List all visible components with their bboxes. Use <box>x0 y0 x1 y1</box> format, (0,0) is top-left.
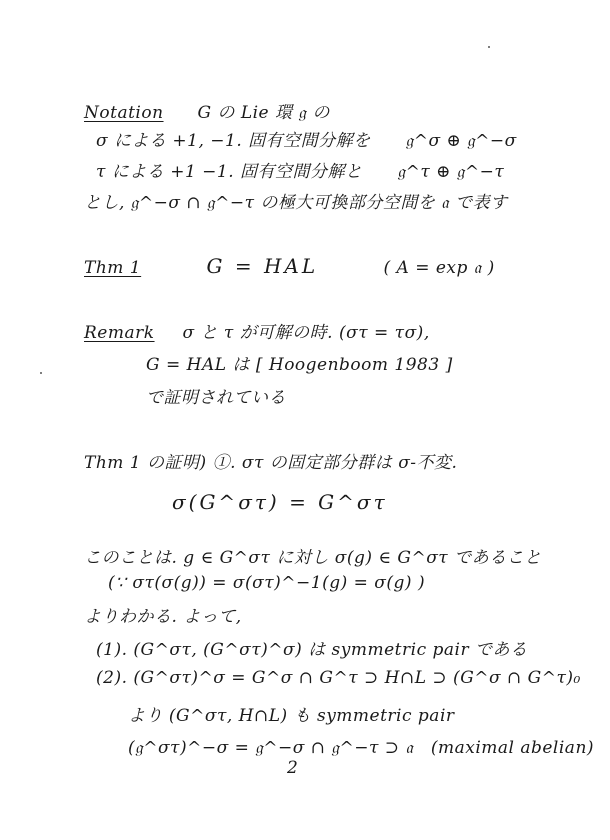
thm1-heading: Thm 1 <box>84 258 142 278</box>
remark-heading: Remark <box>84 323 155 343</box>
proof-line-4: よりわかる. よって, <box>84 607 242 627</box>
thm1-line <box>84 254 495 278</box>
remark-line-3: で証明されている <box>146 388 286 408</box>
proof-line-3: (∵ στ(σ(g)) = σ(στ)^−1(g) = σ(g) ) <box>108 573 426 593</box>
notation-line-2: σ による +1, −1. 固有空間分解を 𝔤^σ ⊕ 𝔤^−σ <box>96 131 517 151</box>
proof-item-2: (2). (G^στ)^σ = G^σ ∩ G^τ ⊃ H∩L ⊃ (G^σ ∩ G^τ)₀ <box>96 668 581 688</box>
scan-speck <box>488 46 490 48</box>
remark-text-1: σ と τ が可解の時. (στ = τσ), <box>182 323 430 343</box>
notation-line-1 <box>84 98 330 123</box>
page-number: 2 <box>287 758 298 778</box>
proof-formula: σ(G^στ) = G^στ <box>172 490 388 514</box>
proof-item-1: (1). (G^στ, (G^στ)^σ) は symmetric pair である <box>96 640 528 660</box>
thm1-formula: G = HAL <box>206 254 319 278</box>
scan-speck <box>40 372 42 374</box>
proof-line-5: より (G^στ, H∩L) も symmetric pair <box>128 706 455 726</box>
remark-line-1 <box>84 318 430 343</box>
notation-heading: Notation <box>84 103 164 123</box>
proof-line-2: このことは. g ∈ G^στ に対し σ(g) ∈ G^στ であること <box>84 548 542 568</box>
proof-line-6: (𝔤^στ)^−σ = 𝔤^−σ ∩ 𝔤^−τ ⊃ 𝔞 (maximal abelian) <box>128 738 595 758</box>
notation-line-3: τ による +1 −1. 固有空間分解と 𝔤^τ ⊕ 𝔤^−τ <box>96 162 505 182</box>
remark-line-2: G = HAL は [ Hoogenboom 1983 ] <box>146 355 453 375</box>
thm1-note: ( A = exp 𝔞 ) <box>383 258 495 278</box>
proof-line-1: Thm 1 の証明) ①. στ の固定部分群は σ-不変. <box>84 453 458 473</box>
notation-line-4: とし, 𝔤^−σ ∩ 𝔤^−τ の極大可換部分空間を 𝔞 で表す <box>84 193 508 213</box>
notation-text-1: G の Lie 環 𝔤 の <box>197 103 330 123</box>
